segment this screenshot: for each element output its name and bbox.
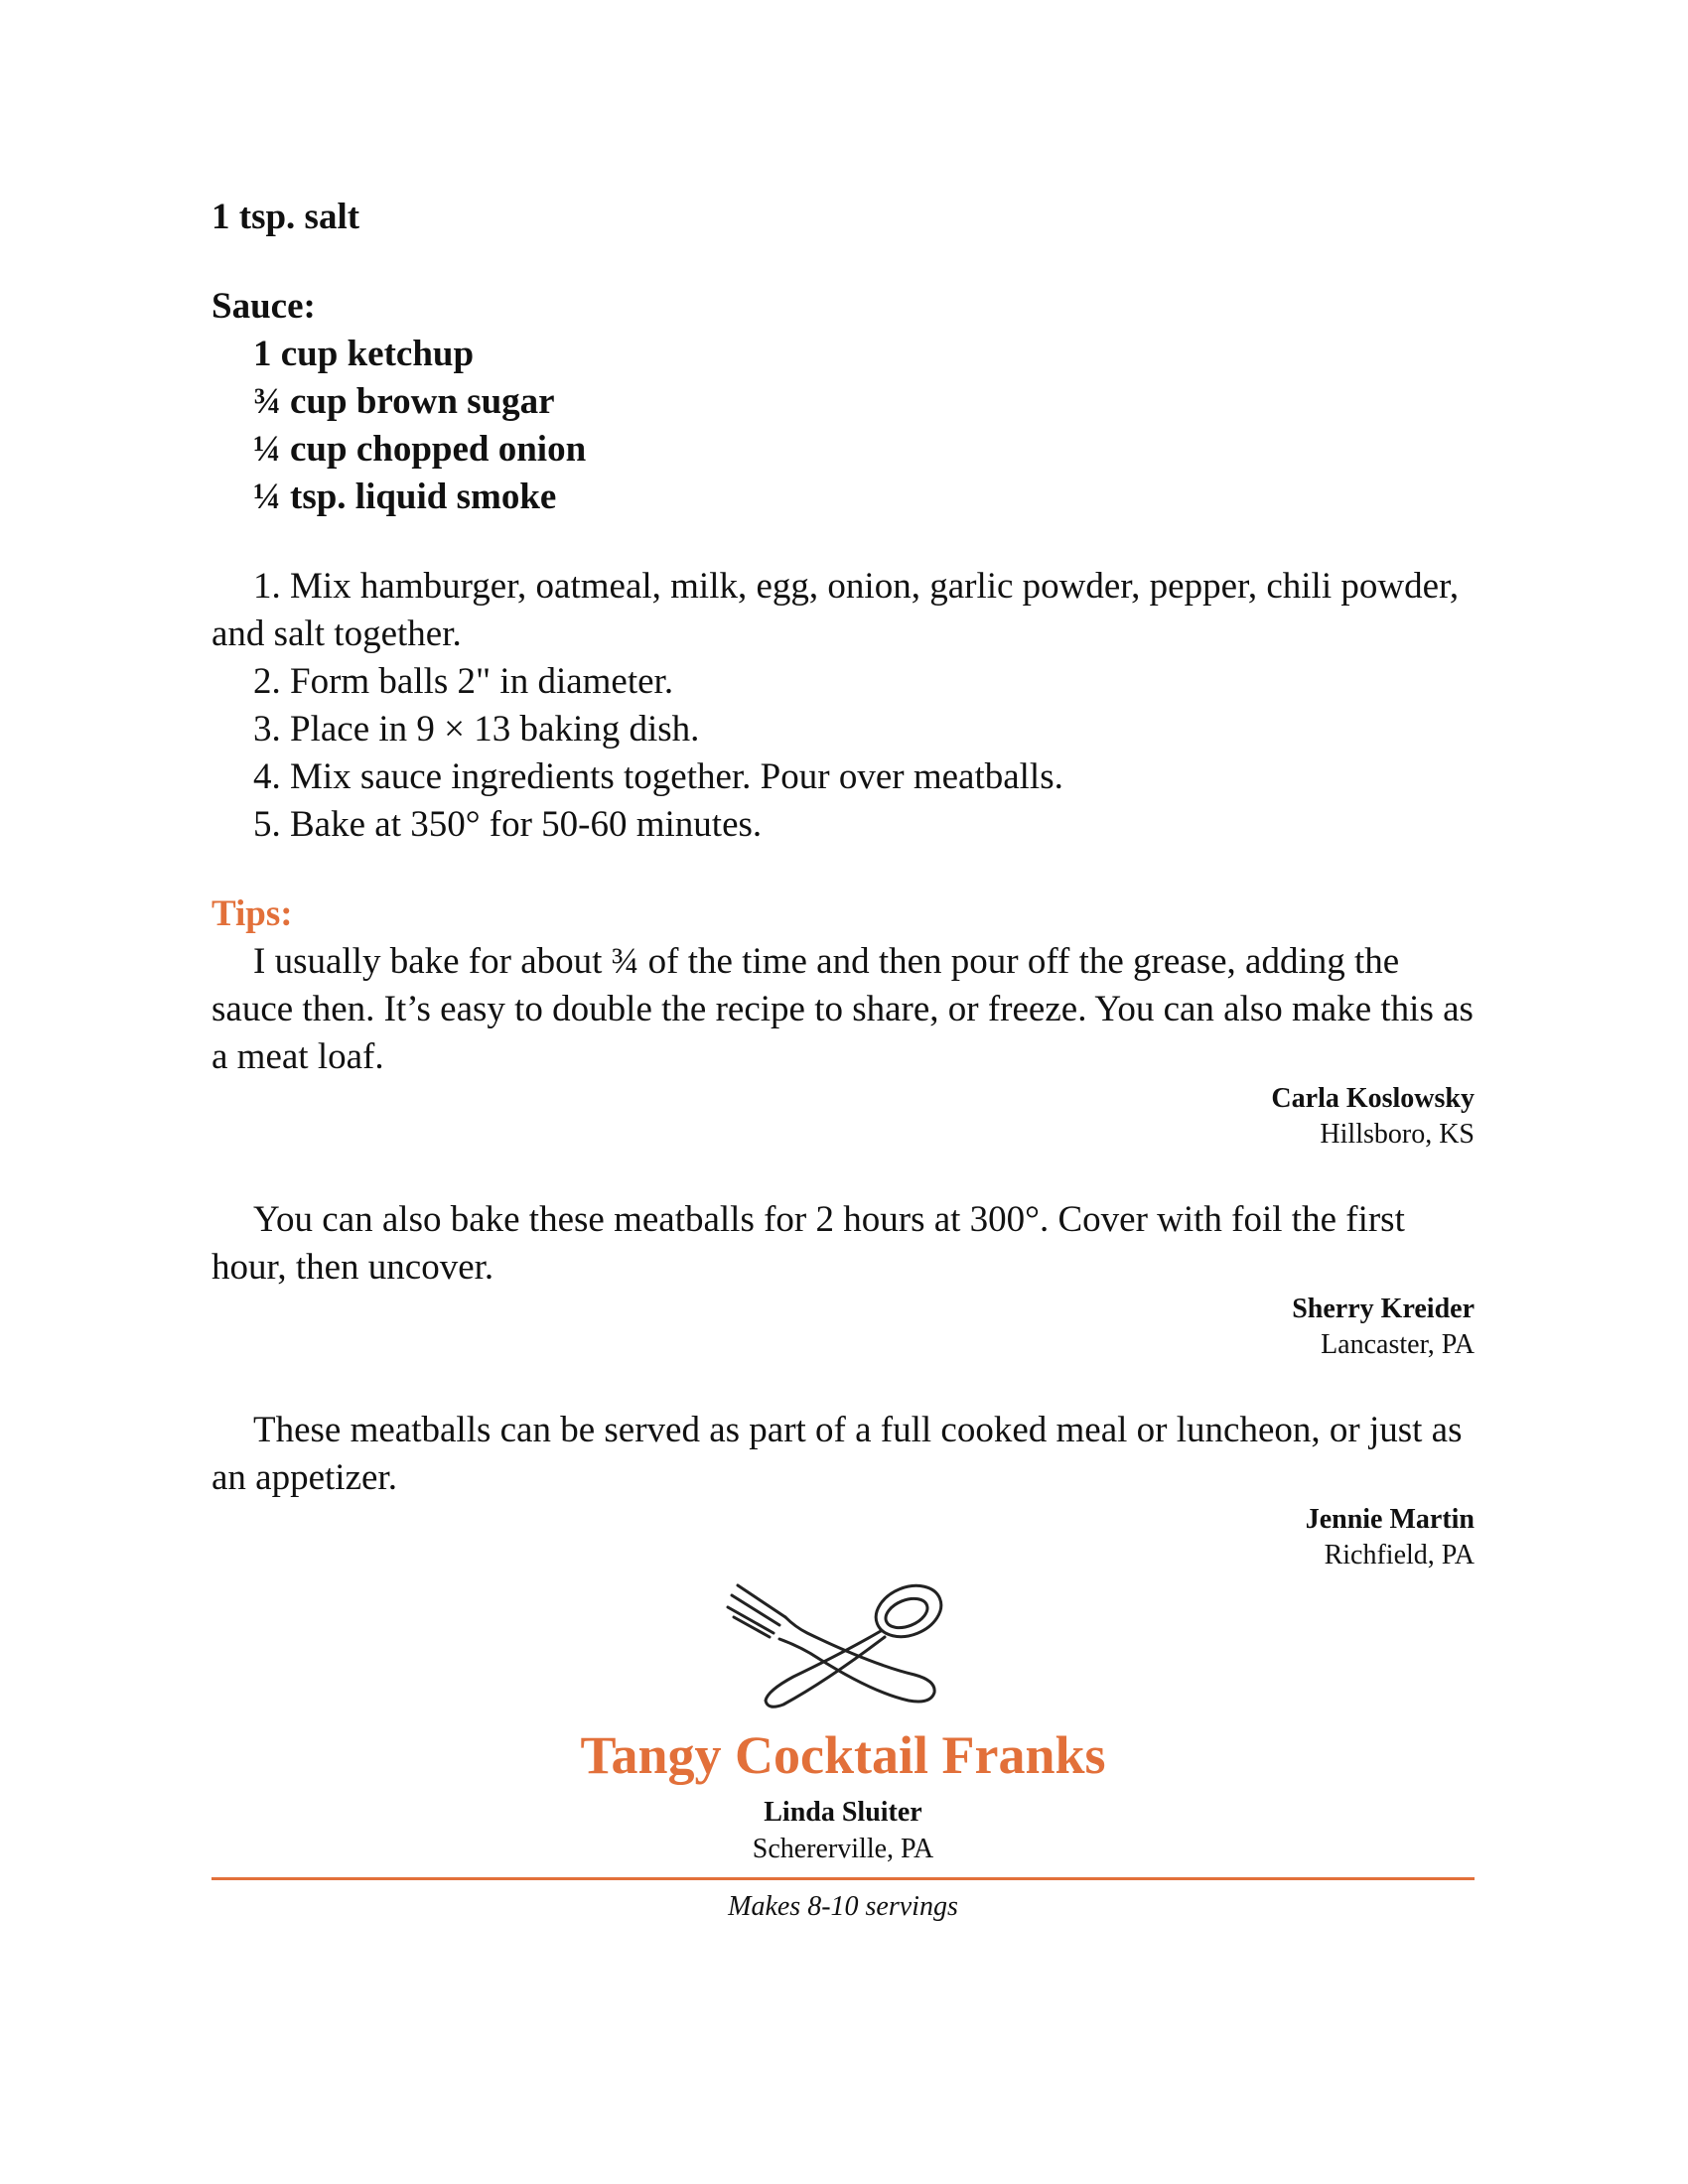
tip-text: You can also bake these meatballs for 2 hours at 300°. Cover with foil the first hour, then uncover. (211, 1199, 1405, 1288)
tip-attribution (211, 1502, 1475, 1573)
recipe-title: Tangy Cocktail Franks (580, 1725, 1106, 1785)
sauce-item: ¾ cup brown sugar (253, 381, 555, 422)
tip-text: I usually bake for about ¾ of the time and then pour off the grease, adding the sauce then. It’s easy to double the recipe to share, or freeze. You can also make this as a meat loaf. (211, 941, 1474, 1077)
step-5: 5. Bake at 350° for 50-60 minutes. (253, 804, 763, 845)
contributor-place: Richfield, PA (1324, 1540, 1475, 1570)
recipe-author: Linda Sluiter (764, 1797, 922, 1828)
tips-section (211, 890, 1475, 1573)
step-4: 4. Mix sauce ingredients together. Pour over meatballs. (253, 756, 1063, 797)
recipe-author-place: Schererville, PA (752, 1834, 934, 1864)
sauce-heading: Sauce: (211, 286, 316, 327)
recipe-page (211, 194, 1475, 1926)
servings: Makes 8-10 servings (728, 1891, 958, 1922)
step-1: 1. Mix hamburger, oatmeal, milk, egg, onion, garlic powder, pepper, chili powder, and salt together. (211, 566, 1460, 654)
ingredient-salt: 1 tsp. salt (211, 197, 360, 237)
fork-and-spoon-icon (724, 1573, 962, 1712)
sauce-item: ¼ tsp. liquid smoke (253, 477, 557, 517)
contributor-name: Carla Koslowsky (1271, 1083, 1475, 1114)
tip-attribution (211, 1292, 1475, 1363)
sauce-item: 1 cup ketchup (253, 334, 475, 374)
contributor-name: Jennie Martin (1305, 1504, 1475, 1535)
instructions (211, 563, 1475, 849)
contributor-place: Hillsboro, KS (1320, 1119, 1475, 1150)
divider (211, 1877, 1475, 1880)
tip-attribution (211, 1081, 1475, 1153)
sauce-section (211, 283, 1475, 521)
contributor-place: Lancaster, PA (1321, 1329, 1475, 1360)
contributor-name: Sherry Kreider (1292, 1294, 1475, 1324)
tip-text: These meatballs can be served as part of a full cooked meal or luncheon, or just as an appetizer. (211, 1410, 1463, 1498)
step-2: 2. Form balls 2" in diameter. (253, 661, 674, 702)
tips-heading: Tips: (211, 893, 293, 934)
sauce-item: ¼ cup chopped onion (253, 429, 587, 470)
step-3: 3. Place in 9 × 13 baking dish. (253, 709, 700, 750)
